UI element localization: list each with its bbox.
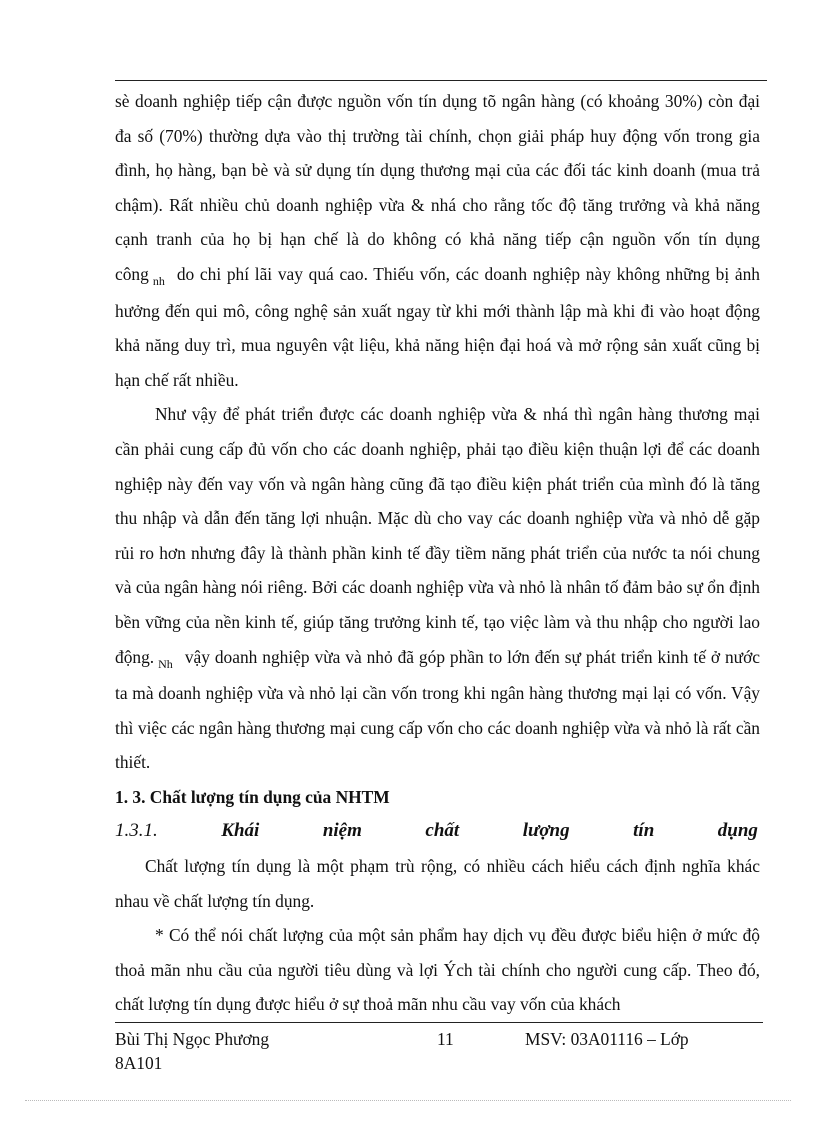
paragraph-2: Như vậy để phát triển được các doanh nghiệp vừa & nhá thì ngân hàng thương mại cần phải cung cấp đủ vốn cho các doanh nghiệp, phải tạo điều kiện thuận lợi để các doanh nghiệp này đến vay vốn và ngân hàng cũng đã tạo điều kiện phát triển của mình đó là tăng thu nhập và dẫn đến tăng lợi nhuận. Mặc dù cho vay các doanh nghiệp vừa và nhỏ dễ gặp rủi ro hơn nhưng đây là thành phần kinh tế đầy tiềm năng phát triển của nước ta nói chung và của ngân hàng nói riêng. Bởi các doanh nghiệp vừa và nhỏ là nhân tố đảm bảo sự ổn định bền vững của nền kinh tế, giúp tăng trưởng kinh tế, tạo việc làm và thu nhập cho người lao động. $_{Nh}$ vậy doanh nghiệp vừa và nhỏ đã góp phần to lớn đến sự phát triển kinh tế ở nước ta mà doanh nghiệp vừa và nhỏ lại cần vốn trong khi ngân hàng thương mại lại có vốn. Vậy thì việc các ngân hàng thương mại cung cấp vốn cho các doanh nghiệp vừa và nhỏ là rất cần thiết.: [115, 404, 760, 773]
page-number: 11: [437, 1029, 454, 1049]
subsection-number: 1.3.1.: [115, 820, 158, 842]
subsection-word: niệm: [322, 820, 362, 842]
subsection-word: Khái: [221, 820, 260, 842]
inline-subscript: nh: [152, 273, 165, 288]
footer-author: Bùi Thị Ngọc Phương: [115, 1029, 270, 1049]
footer-rule: [115, 1022, 763, 1023]
paragraph-1: sè doanh nghiệp tiếp cận được nguồn vốn tín dụng tõ ngân hàng (có khoảng 30%) còn đại đa số (70%) thường dựa vào thị trường tài chính, chọn giải pháp huy động vốn trong gia đình, họ hàng, bạn bè và sử dụng tín dụng thương mại của các đối tác kinh doanh (mua trả chậm). Rất nhiều chủ doanh nghiệp vừa & nhá cho rằng tốc độ tăng trưởng và khả năng cạnh tranh của họ bị hạn chế là do không có khả năng tiếp cận nguồn vốn tín dụng công $_{nh}$ do chi phí lãi vay quá cao. Thiếu vốn, các doanh nghiệp này không những bị ảnh hưởng đến qui mô, công nghệ sản xuất ngay từ khi mới thành lập mà khi đi vào hoạt động khả năng duy trì, mua nguyên vật liệu, khả năng hiện đại hoá và mở rộng sản xuất cũng bị hạn chế rất nhiều.: [115, 91, 760, 390]
subsection-heading: [115, 814, 760, 849]
subsection-word: lượng: [522, 820, 570, 842]
subsection-word: tín: [633, 820, 655, 842]
header-rule: [115, 80, 767, 81]
paragraph-3: Chất lượng tín dụng là một phạm trù rộng, có nhiều cách hiểu cách định nghĩa khác nhau về chất lượng tín dụng.: [115, 856, 760, 911]
subsection-word: chất: [425, 820, 460, 842]
inline-subscript: Nh: [158, 656, 173, 671]
subsection-word: dụng: [717, 820, 758, 842]
section-heading: 1. 3. Chất lượng tín dụng của NHTM: [115, 786, 390, 807]
paragraph-4: * Có thể nói chất lượng của một sản phẩm hay dịch vụ đều được biểu hiện ở mức độ thoả mãn nhu cầu của người tiêu dùng và lợi Ých tài chính cho người cung cấp. Theo đó, chất lượng tín dụng được hiểu ở sự thoả mãn nhu cầu vay vốn của khách: [115, 925, 760, 1015]
page-bottom-border: [25, 1100, 791, 1101]
footer-student-id: MSV: 03A01116 – Lớp: [525, 1029, 689, 1049]
document-body: [115, 84, 760, 1022]
footer-class: 8A101: [115, 1053, 163, 1073]
